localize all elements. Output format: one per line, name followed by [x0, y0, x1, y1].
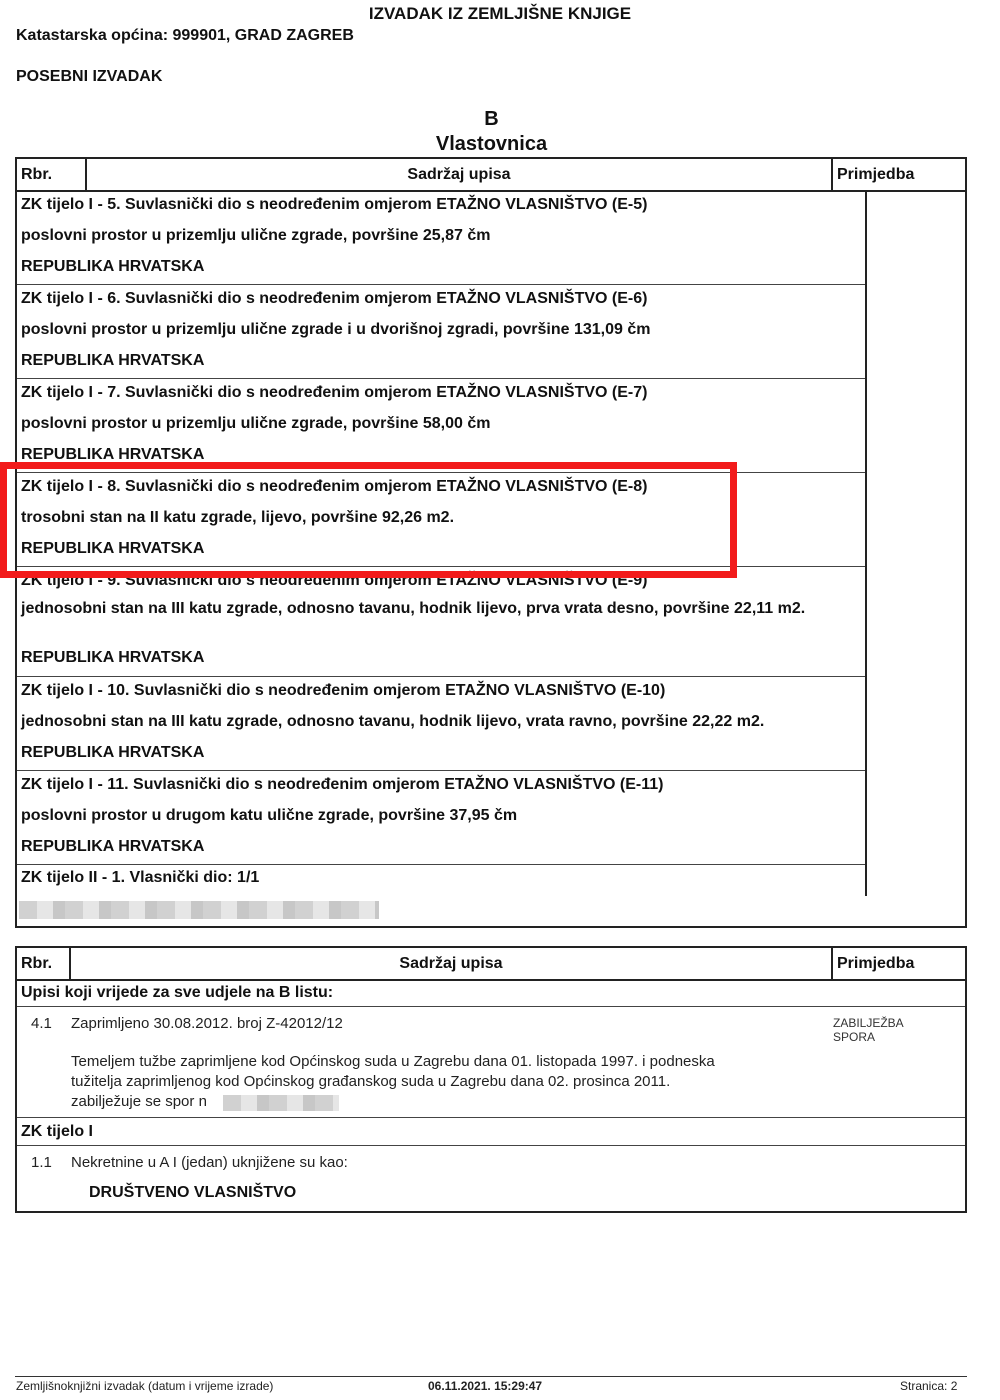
footer-label: Zemljišnoknjižni izvadak (datum i vrijeme izrade) — [16, 1379, 274, 1393]
ownership-type: DRUŠTVENO VLASNIŠTVO — [89, 1184, 297, 1201]
entry-text: zabilježuje se spor n — [71, 1093, 207, 1110]
page-number: Stranica: 2 — [900, 1379, 958, 1393]
note-entry — [17, 1007, 965, 1118]
entry-description: jednosobni stan na III katu zgrade, odnosno tavanu, hodnik lijevo, prva vrata desno, površine 22,11 m2. — [21, 600, 806, 617]
table-header — [17, 948, 965, 981]
table-row — [17, 771, 865, 865]
redacted-owner — [19, 901, 379, 919]
table-row — [17, 190, 865, 285]
entry-owner: REPUBLIKA HRVATSKA — [21, 540, 205, 557]
entry-title: ZK tijelo I - 9. Suvlasnički dio s neodređenim omjerom ETAŽNO VLASNIŠTVO (E-9) — [21, 572, 648, 589]
notes-table — [15, 946, 967, 1213]
note-entry — [17, 1146, 965, 1211]
header-note: Primjedba — [831, 159, 965, 190]
ownership-table — [15, 157, 967, 928]
table-header — [17, 159, 965, 192]
footer-datetime: 06.11.2021. 15:29:47 — [428, 1379, 543, 1393]
entry-owner: REPUBLIKA HRVATSKA — [21, 649, 205, 666]
table-row — [17, 865, 965, 926]
table-row — [17, 677, 865, 771]
header-content: Sadržaj upisa — [399, 955, 503, 972]
entry-text: Nekretnine u A I (jedan) uknjižene su kao: — [71, 1154, 348, 1171]
entry-title: ZK tijelo I - 7. Suvlasnički dio s neodređenim omjerom ETAŽNO VLASNIŠTVO (E-7) — [21, 384, 648, 401]
entry-title: ZK tijelo II - 1. Vlasnički dio: 1/1 — [21, 869, 260, 886]
entry-owner: REPUBLIKA HRVATSKA — [21, 446, 205, 463]
table-row — [17, 379, 865, 473]
header-rbr: Rbr. — [17, 948, 71, 979]
entry-description: poslovni prostor u drugom katu ulične zgrade, površine 37,95 čm — [21, 807, 518, 824]
entry-description: poslovni prostor u prizemlju ulične zgrade i u dvorišnoj zgradi, površine 131,09 čm — [21, 321, 651, 338]
entry-title: ZK tijelo I - 5. Suvlasnički dio s neodređenim omjerom ETAŽNO VLASNIŠTVO (E-5) — [21, 196, 648, 213]
entry-received: Zaprimljeno 30.08.2012. broj Z-42012/12 — [71, 1015, 343, 1032]
entry-title: ZK tijelo I - 8. Suvlasnički dio s neodređenim omjerom ETAŽNO VLASNIŠTVO (E-8) — [21, 478, 648, 495]
extract-type: POSEBNI IZVADAK — [16, 68, 163, 85]
entry-text: Temeljem tužbe zaprimljene kod Općinskog suda u Zagrebu dana 01. listopada 1997. i podneska — [71, 1053, 715, 1070]
section-heading: Upisi koji vrijede za sve udjele na B listu: — [17, 979, 965, 1007]
footer-divider — [15, 1376, 967, 1377]
note-label: SPORA — [833, 1030, 876, 1044]
entry-number: 1.1 — [31, 1154, 52, 1171]
redacted-text — [223, 1095, 339, 1111]
table-row — [17, 567, 865, 677]
entry-description: jednosobni stan na III katu zgrade, odnosno tavanu, hodnik lijevo, vrata ravno, površine 22,22 m2. — [21, 713, 765, 730]
header-note: Primjedba — [831, 948, 965, 979]
note-label: ZABILJEŽBA — [833, 1016, 904, 1030]
entry-description: trosobni stan na II katu zgrade, lijevo, površine 92,26 m2. — [21, 509, 455, 526]
column-divider — [865, 190, 867, 896]
entry-owner: REPUBLIKA HRVATSKA — [21, 744, 205, 761]
sheet-letter: B — [484, 108, 499, 130]
table-row — [17, 473, 865, 567]
entry-number: 4.1 — [31, 1015, 52, 1032]
entry-title: ZK tijelo I - 6. Suvlasnički dio s neodređenim omjerom ETAŽNO VLASNIŠTVO (E-6) — [21, 290, 648, 307]
table-row — [17, 285, 865, 379]
entry-title: ZK tijelo I - 10. Suvlasnički dio s neodređenim omjerom ETAŽNO VLASNIŠTVO (E-10) — [21, 682, 666, 699]
section-heading: ZK tijelo I — [17, 1118, 965, 1146]
cadastral-municipality: Katastarska općina: 999901, GRAD ZAGREB — [16, 27, 354, 44]
entry-description: poslovni prostor u prizemlju ulične zgrade, površine 58,00 čm — [21, 415, 491, 432]
header-content: Sadržaj upisa — [407, 166, 511, 183]
entry-owner: REPUBLIKA HRVATSKA — [21, 838, 205, 855]
sheet-name: Vlastovnica — [435, 133, 548, 155]
header-rbr: Rbr. — [17, 159, 87, 190]
entry-title: ZK tijelo I - 11. Suvlasnički dio s neodređenim omjerom ETAŽNO VLASNIŠTVO (E-11) — [21, 776, 664, 793]
entry-owner: REPUBLIKA HRVATSKA — [21, 352, 205, 369]
entry-text: tužitelja zaprimljenog kod Općinskog građanskog suda u Zagrebu dana 02. prosinca 2011. — [71, 1073, 671, 1090]
entry-description: poslovni prostor u prizemlju ulične zgrade, površine 25,87 čm — [21, 227, 491, 244]
document-title: IZVADAK IZ ZEMLJIŠNE KNJIGE — [368, 4, 632, 23]
entry-owner: REPUBLIKA HRVATSKA — [21, 258, 205, 275]
